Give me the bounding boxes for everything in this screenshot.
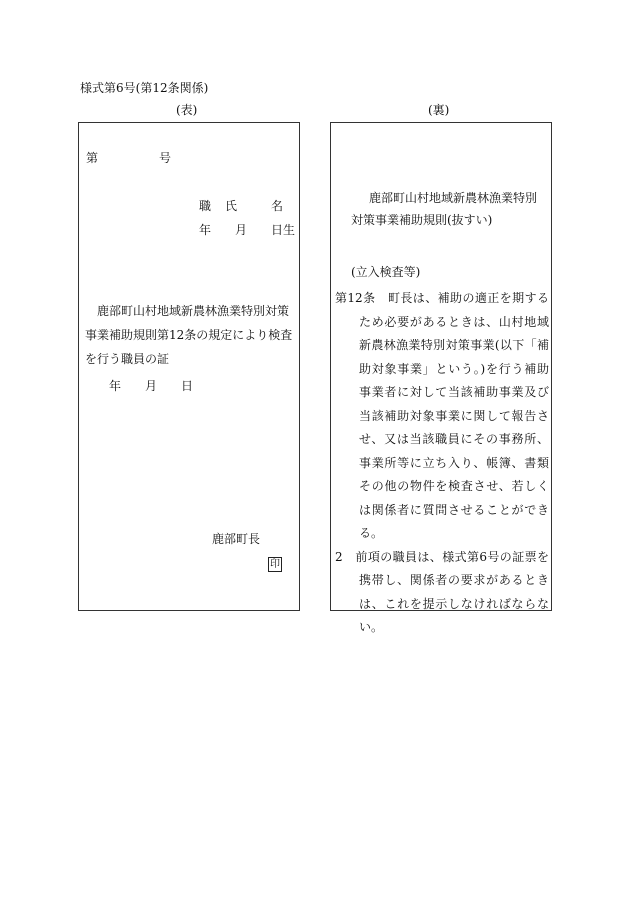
regulation-title: 鹿部町山村地域新農林漁業特別対策事業補助規則(抜すい)	[351, 191, 538, 227]
dob-month-label: 月	[235, 223, 248, 237]
id-card-back	[330, 122, 552, 634]
given-name-label: 名	[271, 199, 284, 213]
section-heading: (立入検査等)	[351, 265, 421, 279]
position-label: 職	[199, 199, 212, 213]
surname-label: 氏	[225, 199, 238, 213]
id-card-front	[78, 122, 300, 611]
article-text	[335, 287, 549, 640]
dob-year-label: 年	[199, 223, 212, 237]
seal-stamp: 印	[270, 559, 280, 570]
form-title: 様式第6号(第12条関係)	[80, 81, 209, 95]
issue-month-label: 月	[145, 379, 158, 393]
article-paragraph-2: 2 前項の職員は、様式第6号の証票を携帯し、関係者の要求があるときは、これを提示しなければならない。	[335, 549, 549, 634]
issuer-label: 鹿部町長	[212, 532, 261, 546]
card-number-suffix: 号	[159, 151, 172, 165]
article-paragraph-1: 第12条 町長は、補助の適正を期するため必要があるときは、山村地域新農林漁業特別対策事業(以下「補助対象事業」という。)を行う補助事業者に対して当該補助事業及び当該補助対象事業に関して報告させ、又は当該職員にその事務所、事業所等に立ち入り、帳簿、書類その他の物件を検査させ、若しくは関係者に質問させることができる。	[335, 291, 549, 540]
front-side-label: (表)	[176, 103, 198, 117]
card-number-prefix: 第	[86, 151, 99, 165]
issue-year-label: 年	[109, 379, 122, 393]
dob-day-label: 日生	[271, 223, 296, 237]
back-side-label: (裏)	[428, 103, 450, 117]
certificate-body-text: 鹿部町山村地域新農林漁業特別対策事業補助規則第12条の規定により検査を行う職員の証	[85, 304, 293, 366]
issue-day-label: 日	[181, 379, 194, 393]
